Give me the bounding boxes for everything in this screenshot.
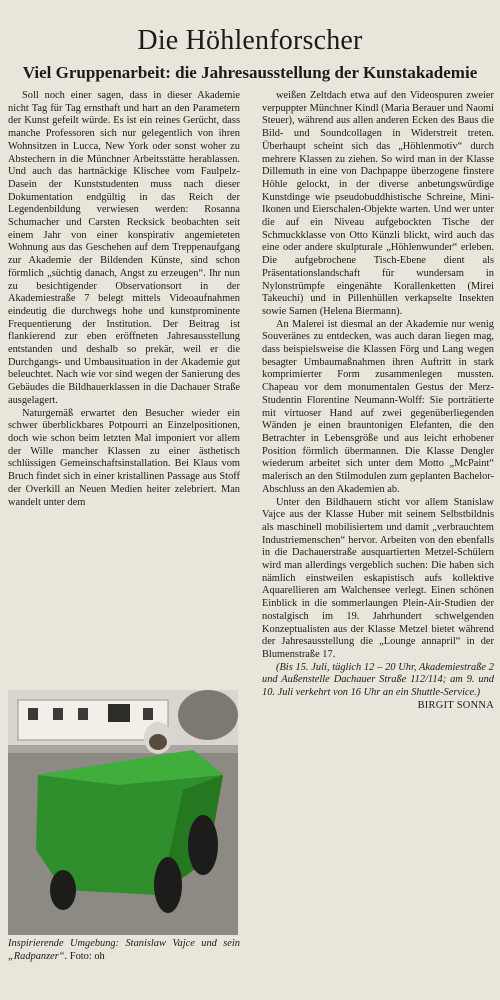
paragraph: Naturgemäß erwartet den Besucher wieder ein schwer überblickbares Potpourri an Einzelpositionen, doch wie schon beim letzten Mal imponiert vor allem der Wille mancher Klassen zu einer ästhetisch schlüssigen Gemeinschaftsinstallation. Bei Klaus vom Bruch findet sich in einer kristallinen Passage aus Stoff der Overkill an Neuen Medien heiter zelebriert. Man wandelt unter dem (8, 407, 240, 508)
exhibition-info (262, 661, 494, 711)
subheadline: Viel Gruppenarbeit: die Jahresausstellung der Kunstakademie (22, 63, 478, 82)
paragraph: Unter den Bildhauern sticht vor allem Stanislaw Vajce aus der Klasse Huber mit seinem Selbstbildnis als maschinell mobilisiertem und damit „verbrauchtem Industriemenschen“ hervor. Arbeiten von den ebenfalls in die Dachauerstraße ausquartierten Metzel-Schülern wird man allerdings vergeblich suchen: Die haben sich nämlich einstweilen eskapistisch aufs kollektive Aquarellieren am Walchensee verlegt. Einen schönen Einblick in die sommerlaungen Plein-Air-Studien der nostalgisch im 19. Jahrhundert schwelgenden Konzeptualisten aus der Klasse Metzel bietet während der Jahresausstellung die „Lounge annapril“ in der Blumenstraße 17. (262, 496, 494, 660)
article-column-1 (8, 90, 240, 509)
photo-radpanzer (8, 690, 238, 935)
photo-caption (8, 938, 240, 963)
paragraph: weißen Zeltdach etwa auf den Videospuren zweier verpuppter Münchner Kindl (Maria Berauer und Naomi Steuer), während aus allen anderen Ecken des Baus die Bild- und Soundcollagen in Widerstreit treten. Überhaupt scheint sich das „Höhlenmotiv“ durch mehrere Klassen zu ziehen. So wird man in der Klasse Dillemuth in eine von Dachpappe überzogene finstere Höhle gelockt, in der diverse anbetungswürdige Kunstdinge wie pseudobuddhistische Schreine, Mini-Ikonen und Eierschalen-Objekte warten. Und wer unter die auf ein Niveau aufgebockten Tische der Schmuckklasse von Otto Künzli blickt, wird auch das eine oder andere skulpturale „Höhlenwunder“ erleben. Die aufgebrochene Tisch-Ebene dient als Präsentationslandschaft für wundersam in Nylonstrümpfe eingenähte Korallenketten (Mirei Takeuchi) und in Pillenhüllen verkapselte Insekten sowie Samen (Helena Biermann). (262, 90, 494, 317)
photo-illustration (8, 690, 238, 935)
paragraph: Soll noch einer sagen, dass in dieser Akademie nicht Tag für Tag ernsthaft und hart an den Parametern der Kunst gefeilt würde. Es ist ein reines Gerücht, dass manche Professoren sich nur gelegentlich von ihren Wohnsitzen in Lucca, New York oder sonst woher zu Abstechern in die Münchner Arbeitsstätte herablassen. Und auch das hartnäckige Klischee vom Faulpelz-Dasein der Kunststudenten muss nach dieser Dokumentation endgültig in das Reich der Legendenbildung verwiesen werden: Rosanna Schumacher und Carsten Recksick beobachten seit einem Jahr von einer konspirativ angemieteten Wohnung aus das Geschehen auf dem Treppenaufgang zur Akademie der Bildenden Künste, sind schon förmlich „süchtig danach, Angst zu erzeugen“. Ihr nun zu besichtigender Observationsort in der Akademiestraße 7 belegt mittels Videoaufnahmen eindeutig die durchwegs hohe und kunstprominente Frequentierung der Institution. Der Beitrag ist flankierend zur eben eröffneten Jahresausstellung entstanden und deshalb so prekär, weil er die Durchgangs- und Umbausituation in der Akademie gut beleuchtet. Nach wie vor sind wegen der Sanierung des Gebäudes die Bildhauerklassen in die Dachauer Straße ausgelagert. (8, 90, 240, 406)
article-column-2 (262, 90, 494, 712)
headline: Die Höhlenforscher (137, 25, 363, 56)
exhibition-info-text: (Bis 15. Juli, täglich 12 – 20 Uhr, Akademiestraße 2 und Außenstelle Dachauer Straße 112/114; am 9. und 10. Juli verkehrt von 16 Uhr an ein Shuttle-Service.) (262, 661, 494, 699)
author-byline: BIRGIT SONNA (417, 699, 494, 711)
paragraph: An Malerei ist diesmal an der Akademie nur wenig Souveränes zu entdecken, was auch daran liegen mag, dass beispielsweise die Klassen Förg und Lang wegen besagter Umbaumaßnahmen ihren Auftritt in stark komprimierter Form zusammenlegen mussten. Chapeau vor dem monumentalen Gestus der Merz-Studentin Florentine Neumann-Wolff: Sie porträtierte mit virtuoser Hand auf zwei gegenüberliegenden Wänden je einen brauntonigen Elefanten, die den Betrachter in Lebensgröße und aus leicht erhobener Position förmlich übermannen. Die Klasse Dengler wiederum arbeitet sich unter dem Motto „McPaint“ malerisch an den Stilmodulen zum geplanten Bachelor-Abschluss an den Akademien ab. (262, 318, 494, 495)
caption-text: Inspirierende Umgebung: Stanislaw Vajce und sein „Radpanzer“. (8, 938, 240, 962)
photo-credit: Foto: oh (69, 950, 105, 962)
